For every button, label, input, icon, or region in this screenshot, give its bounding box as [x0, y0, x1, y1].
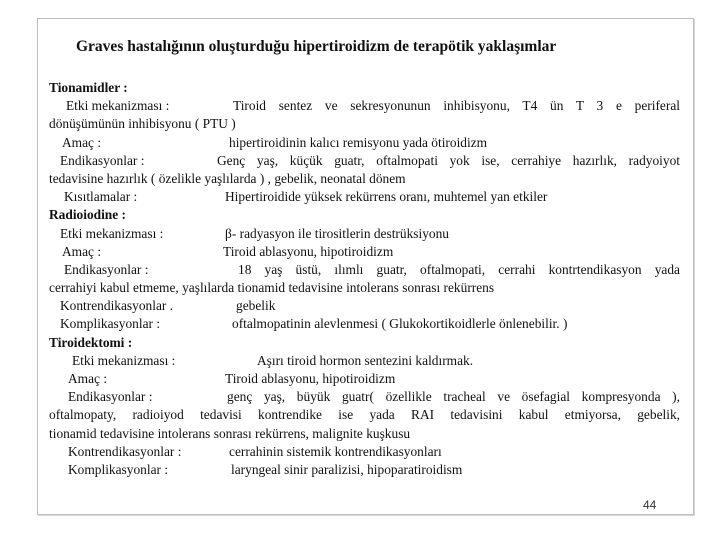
tionamid-etki-cont: dönüşümünün inhibisyonu ( PTU ) — [49, 116, 236, 132]
rai-kompl-row — [49, 315, 680, 333]
tx-endik-cont: oftalmopaty, radioiyod tedavisi kontrendike ise yada RAI tedavisini kabul etmiyorsa, gebelik, — [49, 407, 680, 423]
tionamid-endik-cont: tedavisine hazırlık ( özelikle yaşlılarda ) , gebelik, neonatal dönem — [49, 170, 406, 186]
page-number: 44 — [643, 498, 657, 512]
rai-amac-value: Tiroid ablasyonu, hipotiroidizm — [223, 243, 394, 259]
tx-endik-value: genç yaş, büyük guatr( özellikle tracheal ve ösefagial kompresyonda ), — [227, 389, 680, 405]
tionamid-kisit-value: Hipertiroidide yüksek rekürrens oranı, muhtemel yan etkiler — [225, 189, 548, 205]
tx-etki-label: Etki mekanizması : — [72, 352, 176, 368]
tx-kontr-row — [49, 443, 680, 461]
section-heading-tionamidler: Tionamidler : — [49, 80, 128, 95]
tx-kompl-label: Komplikasyonlar : — [68, 461, 169, 477]
tionamid-amac-value: hipertiroidinin kalıcı remisyonu yada ötiroidizm — [229, 134, 488, 150]
rai-kompl-label: Komplikasyonlar : — [60, 316, 161, 332]
tx-kompl-row — [49, 461, 680, 479]
rai-etki-label: Etki mekanizması : — [60, 225, 164, 241]
rai-etki-row — [49, 225, 680, 243]
rai-kontr-value: gebelik — [236, 298, 276, 314]
rai-kontr-label: Kontrendikasyonlar . — [60, 298, 174, 314]
rai-amac-label: Amaç : — [62, 243, 102, 259]
tionamid-amac-row — [49, 134, 680, 152]
tx-endik-row — [49, 388, 680, 406]
rai-kompl-value: oftalmopatinin alevlenmesi ( Glukokortikoidlerle önlenebilir. ) — [232, 316, 568, 332]
rai-etki-value: β- radyasyon ile tirositlerin destrüksiyonu — [225, 225, 449, 241]
tionamid-endik-label: Endikasyonlar : — [60, 152, 145, 168]
tionamid-amac-label: Amaç : — [62, 134, 102, 150]
tionamid-kisit-row — [49, 188, 680, 206]
rai-endik-row — [49, 261, 680, 279]
tionamid-endik-value: Genç yaş, küçük guatr, oftalmopati yok ise, cerrahiye hazırlık, radyoiyot — [217, 152, 680, 168]
tionamid-etki-label: Etki mekanizması : — [66, 98, 170, 114]
tx-amac-label: Amaç : — [68, 371, 108, 386]
tx-kontr-value: cerrahinin sistemik kontrendikasyonları — [229, 443, 442, 459]
rai-amac-row — [49, 243, 680, 261]
tx-endik-label: Endikasyonlar : — [68, 389, 153, 405]
tx-etki-value: Aşırı tiroid hormon sentezini kaldırmak. — [257, 352, 474, 368]
tionamid-etki-value: Tiroid sentez ve sekresyonunun inhibisyonu, T4 ün T 3 e periferal — [233, 98, 680, 114]
section-heading-tiroidektomi: Tiroidektomi : — [49, 334, 133, 350]
tx-amac-row — [49, 370, 680, 388]
tx-amac-value: Tiroid ablasyonu, hipotiroidizm — [225, 371, 396, 386]
rai-kontr-row — [49, 297, 680, 315]
tionamid-etki-row — [49, 97, 680, 115]
tx-kompl-value: laryngeal sinir paralizisi, hipoparatiroidism — [231, 461, 463, 477]
rai-endik-cont: cerrahiyi kabul etmeme, yaşlılarda tionamid tedavisine intolerans sonrası rekürrens — [49, 280, 495, 296]
section-heading-radioiodine: Radioiodine : — [49, 207, 127, 223]
tionamid-kisit-label: Kısıtlamalar : — [64, 189, 138, 205]
rai-endik-value: 18 yaş üstü, ılımlı guatr, oftalmopati, cerrahi kontrtendikasyon yada — [238, 261, 680, 277]
tx-endik-cont2: tionamid tedavisine intolerans sonrası rekürrens, malignite kuşkusu — [49, 425, 411, 441]
slide-title: Graves hastalığının oluşturduğu hipertiroidizm de terapötik yaklaşımlar — [76, 38, 557, 55]
tionamid-endik-row — [49, 152, 680, 170]
tx-kontr-label: Kontrendikasyonlar : — [68, 443, 182, 459]
rai-endik-label: Endikasyonlar : — [64, 261, 149, 277]
slide-content — [49, 79, 680, 479]
tx-etki-row — [49, 352, 680, 370]
